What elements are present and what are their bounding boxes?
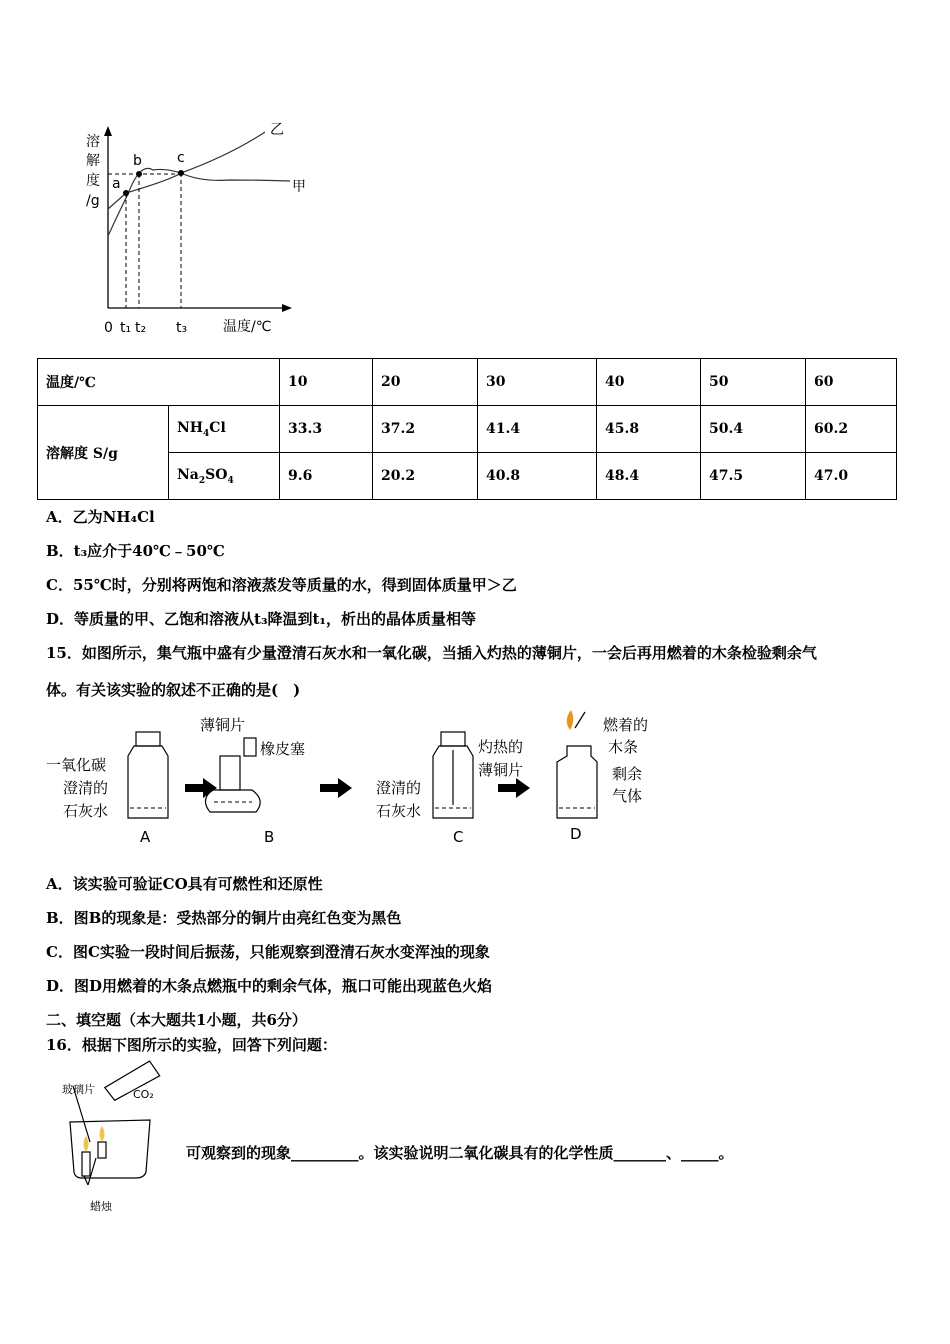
label-gas: 气体 <box>612 787 643 805</box>
x-axis-arrow-icon <box>282 304 292 312</box>
label-stick: 木条 <box>608 738 639 756</box>
y-label-3: 度 <box>86 173 100 189</box>
y-axis-arrow-icon <box>104 126 112 136</box>
q14-option-b: B．t₃应介于40℃﹣50℃ <box>46 542 225 560</box>
q14-option-d: D．等质量的甲、乙饱和溶液从t₃降温到t₁，析出的晶体质量相等 <box>46 610 477 628</box>
label-lime-water: 澄清的 <box>63 779 109 797</box>
point-c: c <box>177 150 185 166</box>
label-stopper: 橡皮塞 <box>260 740 306 758</box>
label-co2: CO₂ <box>133 1088 154 1101</box>
cell: 48.4 <box>597 453 701 500</box>
row-nh4cl-name: $NH_4Cl$ <box>169 406 280 453</box>
point-b: b <box>133 153 142 169</box>
cell: 9.6 <box>280 453 373 500</box>
arrow-right-icon <box>185 778 217 798</box>
curve-jia <box>108 168 290 236</box>
q15-stem-line1: 15．如图所示，集气瓶中盛有少量澄清石灰水和一氧化碳，当插入灼热的薄铜片，一会后再用燃着的木条检验剩余气 <box>46 644 817 662</box>
q16-experiment-figure <box>40 1060 190 1220</box>
temp-60: 60 <box>806 359 897 406</box>
caption-c: C <box>453 828 464 846</box>
cell: 20.2 <box>373 453 478 500</box>
y-label-1: 溶 <box>86 134 100 150</box>
q15-option-c: C．图C实验一段时间后振荡，只能观察到澄清石灰水变浑浊的现象 <box>46 943 490 961</box>
temp-50: 50 <box>701 359 806 406</box>
label-remaining: 剩余 <box>612 765 643 783</box>
curve-yi <box>108 132 265 209</box>
label-copper-c: 薄铜片 <box>478 761 524 779</box>
section-2-title: 二、填空题（本大题共1小题，共6分） <box>46 1011 307 1029</box>
q16-answer-text: 可观察到的现象_________。该实验说明二氧化碳具有的化学性质_______、_____。 <box>186 1144 734 1162</box>
q14-option-c: C．55℃时，分别将两饱和溶液蒸发等质量的水，得到固体质量甲＞乙 <box>46 576 517 594</box>
caption-d: D <box>570 825 582 843</box>
cell: 47.5 <box>701 453 806 500</box>
solubility-header: 溶解度 S/g <box>38 406 169 500</box>
cell: 60.2 <box>806 406 897 453</box>
cell: 41.4 <box>478 406 597 453</box>
label-glass: 玻璃片 <box>62 1083 95 1096</box>
label-co: 一氧化碳 <box>46 756 107 774</box>
x-tick-t1: t₁ <box>120 320 132 336</box>
x-tick-t3: t₃ <box>176 320 188 336</box>
x-tick-0: 0 <box>104 320 113 336</box>
cell: 40.8 <box>478 453 597 500</box>
q15-option-d: D．图D用燃着的木条点燃瓶中的剩余气体，瓶口可能出现蓝色火焰 <box>46 977 493 995</box>
temp-40: 40 <box>597 359 701 406</box>
label-lime-c: 澄清的 <box>376 779 422 797</box>
label-hot: 灼热的 <box>478 738 524 756</box>
q15-option-a: A．该实验可验证CO具有可燃性和还原性 <box>46 875 323 893</box>
cell: 50.4 <box>701 406 806 453</box>
label-copper: 薄铜片 <box>200 716 246 734</box>
label-candle: 蜡烛 <box>90 1200 112 1213</box>
x-axis-label: 温度/℃ <box>223 319 272 335</box>
label-lime-water-2: 石灰水 <box>63 802 109 820</box>
q15-experiment-figure <box>30 700 680 850</box>
temp-header: 温度/℃ <box>38 359 280 406</box>
row-na2so4-name: $Na_2SO_4$ <box>169 453 280 500</box>
q15-stem-line2: 体。有关该实验的叙述不正确的是( ) <box>46 681 301 699</box>
q15-option-b: B．图B的现象是：受热部分的铜片由亮红色变为黑色 <box>46 909 402 927</box>
cell: 33.3 <box>280 406 373 453</box>
solubility-curve-graph <box>70 110 330 340</box>
arrow-right-icon <box>498 778 530 798</box>
x-tick-t2: t₂ <box>135 320 147 336</box>
temp-10: 10 <box>280 359 373 406</box>
solubility-table <box>37 358 897 500</box>
flame-icon <box>567 710 574 730</box>
cell: 45.8 <box>597 406 701 453</box>
curve-label-jia: 甲 <box>292 179 306 195</box>
temp-20: 20 <box>373 359 478 406</box>
y-label-2: 解 <box>86 153 100 169</box>
label-burning: 燃着的 <box>603 716 649 734</box>
point-a: a <box>112 176 121 192</box>
caption-a: A <box>140 828 151 846</box>
y-label-4: /g <box>86 193 100 209</box>
q16-stem: 16．根据下图所示的实验，回答下列问题： <box>46 1036 337 1054</box>
label-lime-c-2: 石灰水 <box>376 802 422 820</box>
temp-30: 30 <box>478 359 597 406</box>
cell: 47.0 <box>806 453 897 500</box>
q14-option-a: A．乙为NH₄Cl <box>46 508 155 526</box>
curve-label-yi: 乙 <box>270 122 284 138</box>
caption-b: B <box>264 828 275 846</box>
cell: 37.2 <box>373 406 478 453</box>
arrow-right-icon <box>320 778 352 798</box>
